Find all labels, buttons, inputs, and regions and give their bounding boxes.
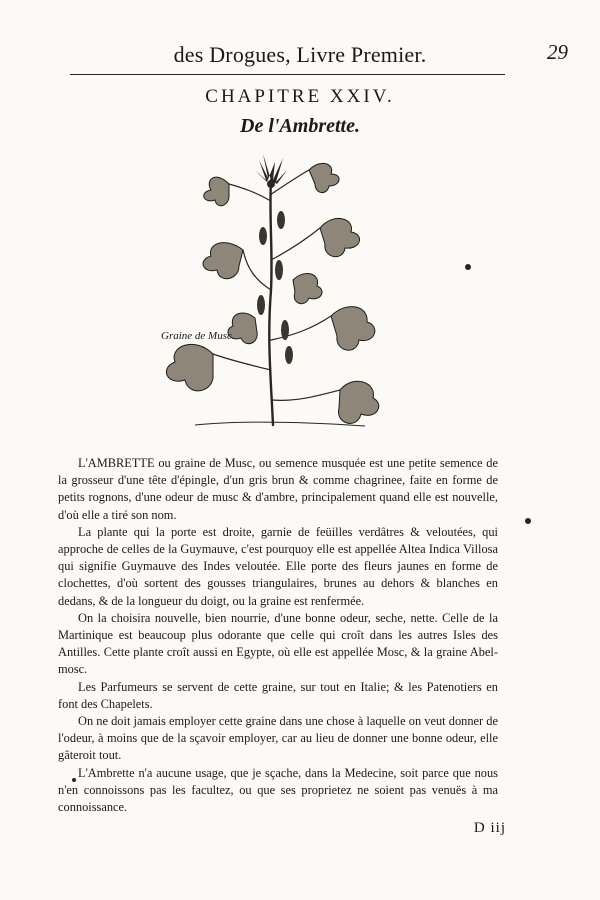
paragraph: La plante qui la porte est droite, garnie de feüilles verdâtres & veloutées, qui approche de celles de la Guymauve, c'est pourquoy elle est appellée Altea Indica Villosa qui signifie Guymauve des Indes veloutée. Elle porte des fleurs jaunes en forme de clochettes, d'où sortent des gousses triangulaires, brunes au dehors & blanches en dedans, & de la longueur du doigt, ou la graine est renfermée. xyxy=(58,524,498,608)
paragraph: On la choisira nouvelle, bien nourrie, d'une bonne odeur, seche, nette. Celle de la Martinique est beaucoup plus odorante que celle qui croît dans les autres Isles des Antilles. Cette plante croît aussi en Egypte, où elle est appellée Mosc, & la graine Abel-mosc. xyxy=(58,610,498,677)
page-number: 29 xyxy=(547,40,568,64)
paragraph: On ne doit jamais employer cette graine dans une chose à laquelle on veut donner de l'odeur, à moins que de la sçavoir employer, car au lieu de donner une bonne odeur, elle gâteroit tout. xyxy=(58,714,498,763)
subject-title: De l'Ambrette. xyxy=(240,115,360,137)
ink-spot xyxy=(525,518,531,524)
ink-spot xyxy=(465,264,471,270)
body-text xyxy=(58,455,498,816)
page-header xyxy=(70,38,568,78)
signature-mark: D iij xyxy=(473,820,506,836)
paragraph: L'Ambrette n'a aucune usage, que je sçache, dans la Medecine, soit parce que nous n'en connoissons pas les facultez, ou que ses proprietez ne soient pas venuës à ma connoissance. xyxy=(58,765,498,815)
plate-caption: Graine de Musc. xyxy=(161,330,235,342)
ambrette-plant-engraving xyxy=(155,140,390,440)
plant-illustration xyxy=(155,140,390,440)
header-rule xyxy=(70,74,505,75)
running-title: des Drogues, Livre Premier. xyxy=(173,42,427,67)
chapter-title: CHAPITRE XXIV. xyxy=(205,86,395,107)
paragraph: L'AMBRETTE ou graine de Musc, ou semence musquée est une petite semence de la grosseur d'une tête d'épingle, d'un gris brun & comme chagrinee, faite en forme de petits rognons, d'une odeur de musc & d'ambre, principalement quand elle est nouvelle, d'où elle a tiré son nom. xyxy=(58,456,498,522)
paragraph: Les Parfumeurs se servent de cette graine, sur tout en Italie; & les Patenotiers en font des Chapelets. xyxy=(58,679,498,711)
